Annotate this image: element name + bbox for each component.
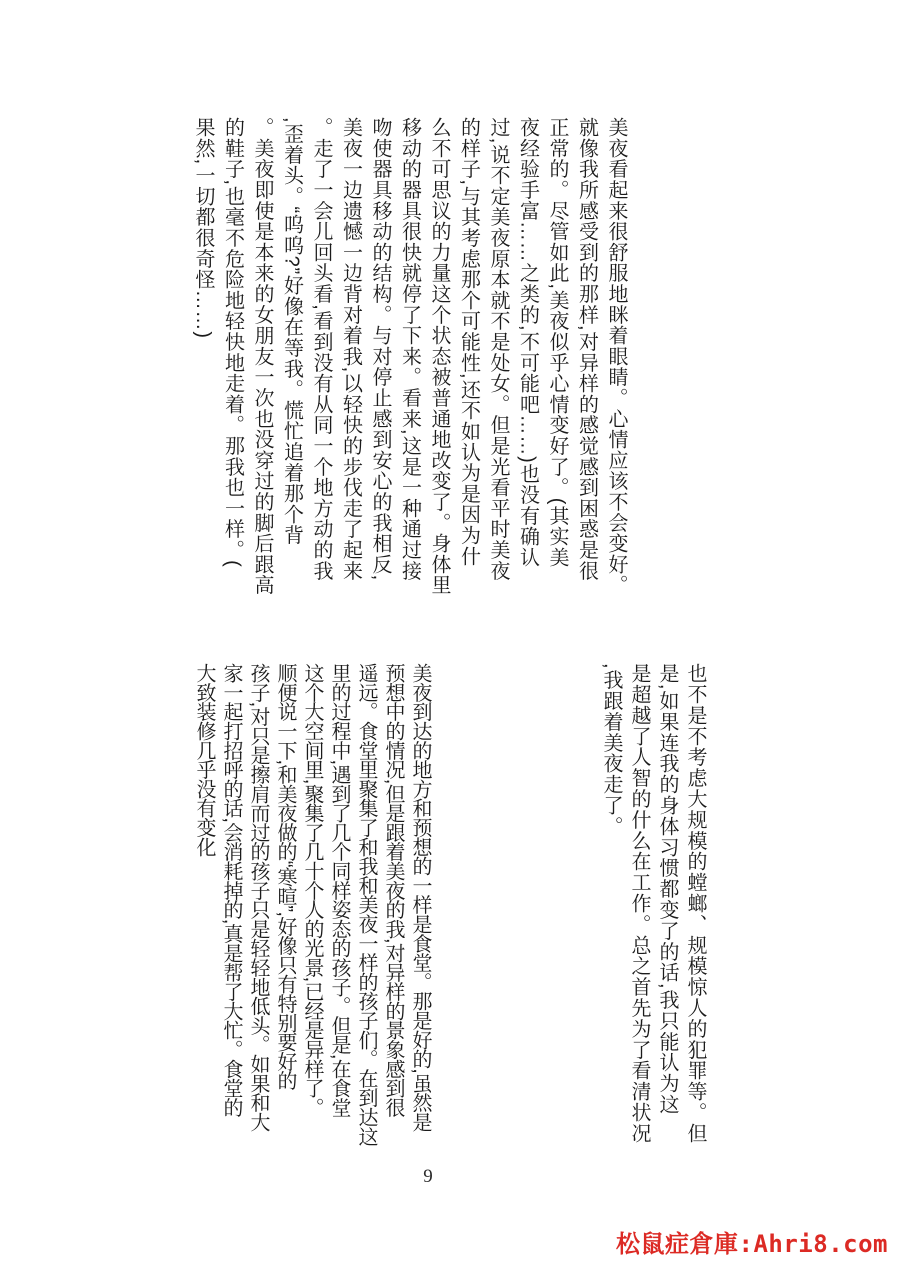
vertical-paragraph-lower-left bbox=[190, 663, 433, 1153]
text-column: 顺便说一下,和美夜做的“寒暄”,好像只有特别要好的 bbox=[274, 663, 296, 1090]
text-column: 遥远。食堂里聚集了和我和美夜一样的孩子们。在到达这 bbox=[355, 663, 377, 1146]
text-column: 的样子,与其考虑那个可能性,还不如认为是因为什 bbox=[457, 117, 480, 567]
page-number: 9 bbox=[423, 1166, 433, 1187]
text-column: 是超越了人智的什么在工作。总之首先为了看清状况 bbox=[628, 663, 650, 1144]
text-column: 美夜一边遗憾一边背对着我,以轻快的步伐走了起来 bbox=[339, 117, 362, 581]
text-column: 家一起打招呼的话,会消耗掉的,真是帮了大忙。食堂的 bbox=[220, 663, 242, 1117]
vertical-paragraph-upper bbox=[188, 117, 631, 603]
text-column: 也不是不考虑大规模的螳螂、规模惊人的犯罪等。但 bbox=[684, 663, 706, 1144]
text-column: 是,如果连我的身体习惯都变了的话,我只能认为这 bbox=[656, 663, 678, 1115]
text-column: 正常的。尽管如此,美夜似乎心情变好了。(其实美 bbox=[546, 117, 568, 568]
text-column: 美夜看起来很舒服地眯着眼睛。心情应该不会变好。 bbox=[605, 117, 627, 596]
text-column: 这个大空间里,聚集了几十个人的光景,已经是异样了。 bbox=[301, 663, 323, 1117]
text-column: ,歪着头。“呜呜?”好像在等我。慌忙追着那个背 bbox=[280, 117, 303, 546]
text-column: 么不可思议的力量这个状态被普通地改变了。身体里 bbox=[428, 117, 450, 596]
text-column: 里的过程中,遇到了几个同样姿态的孩子。但是,在食堂 bbox=[328, 663, 350, 1117]
watermark-text: 松鼠症倉庫:Ahri8.com bbox=[616, 1230, 888, 1258]
text-column: 果然,一切都很奇怪……) bbox=[192, 117, 214, 339]
vertical-paragraph-lower-right bbox=[597, 663, 709, 1149]
text-column: 夜经验手富……之类的,不可能吧……)也没有确认 bbox=[516, 117, 539, 568]
text-column: 大致装修几乎没有变化 bbox=[193, 663, 215, 857]
text-column: 吻使器具移动的结构。与对停止感到安心的我相反, bbox=[369, 117, 391, 581]
text-column: 孩子,对只是擦肩而过的孩子只是轻轻地低头。如果和大 bbox=[247, 663, 269, 1132]
text-column: 移动的器具很快就停了下来。看来,这是一种通过接 bbox=[398, 117, 421, 581]
text-column: 过,说不定美夜原本就不是处女。但是光看平时美夜 bbox=[487, 117, 509, 581]
text-column: 的鞋子,也毫不危险地轻快地走着。那我也一样。( bbox=[221, 117, 244, 568]
text-column: 就像我所感受到的那样,对异样的感觉感到困惑是很 bbox=[575, 117, 598, 581]
text-column: ,我跟着美夜走了。 bbox=[600, 663, 622, 837]
text-column: 预想中的情况,但是跟着美夜的我,对异样的景象感到很 bbox=[382, 663, 404, 1117]
text-column: 美夜到达的地方和预想的一样是食堂。那是好的,虽然是 bbox=[409, 663, 431, 1132]
text-column: 。走了一会儿回头看,看到没有从同一个地方动的我 bbox=[310, 117, 332, 581]
text-column: 。美夜即使是本来的女朋友一次也没穿过的脚后跟高 bbox=[251, 117, 273, 596]
